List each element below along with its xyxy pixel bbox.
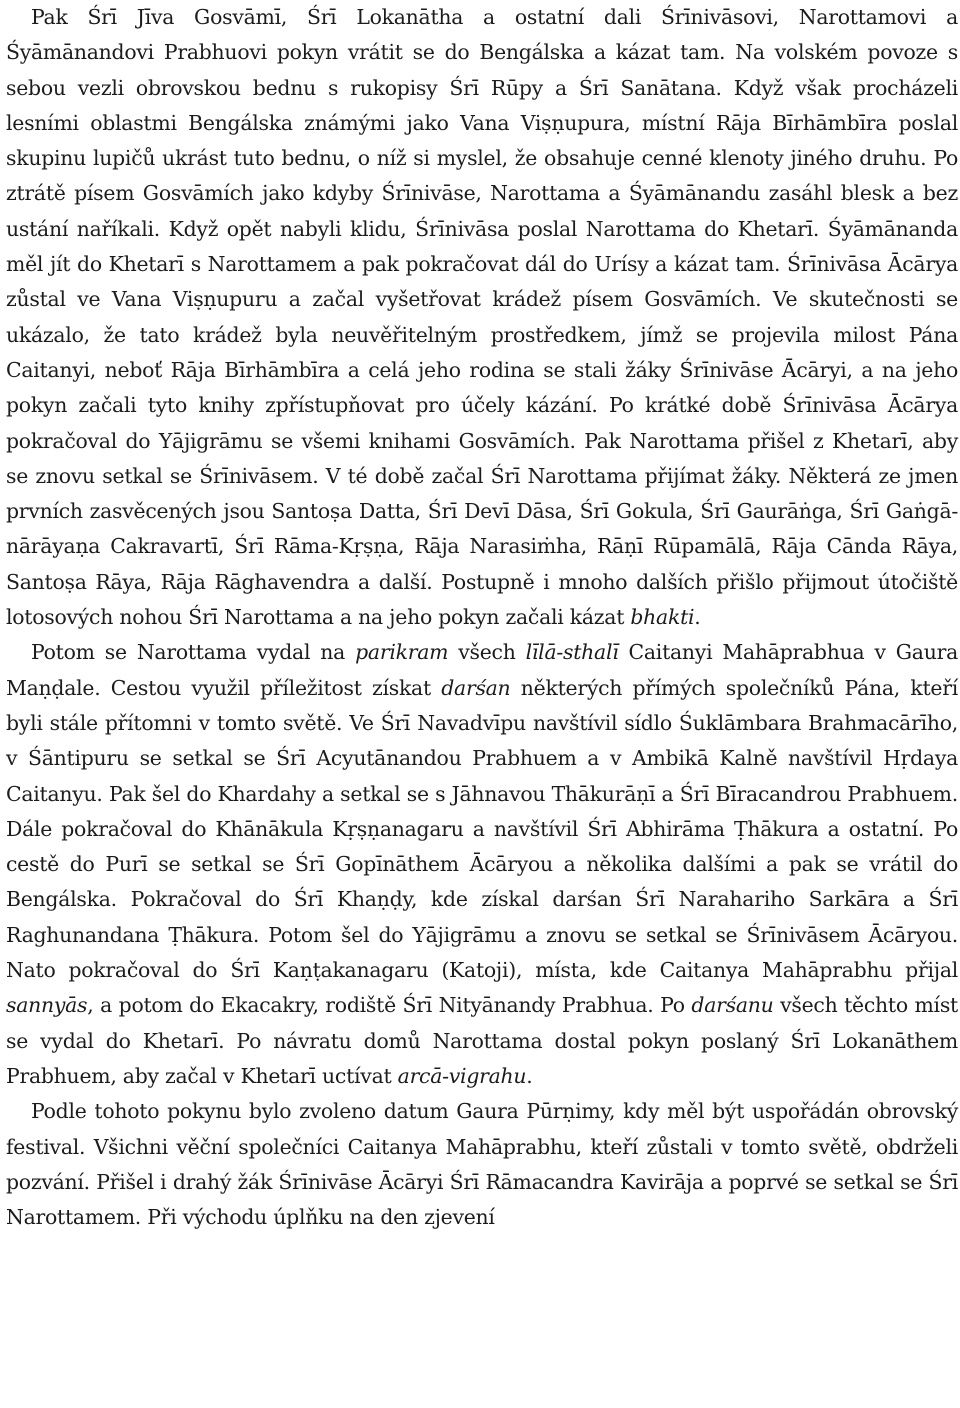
document-page	[6, 0, 958, 1235]
text-span: .	[694, 605, 701, 630]
text-span: , a potom do Ekacakry, rodiště Śrī Nityānandy Prabhua. Po	[87, 993, 692, 1018]
paragraph-1	[6, 0, 958, 635]
paragraph-2	[6, 635, 958, 1094]
italic-term: arcā-vigrahu	[397, 1063, 527, 1088]
text-span: Caitanyi Mahāprabhua v Gaura Maṇḍale. Cestou využil příležitost získat	[6, 640, 958, 700]
italic-term: līlā-sthalī	[525, 640, 619, 665]
text-span: .	[526, 1063, 533, 1088]
text-span: všech těchto míst se vydal do Khetarī. Po návratu domů Narottama dostal pokyn poslaný Śrī Lokanāthem Prabhuem, aby začal v Khetarī uctívat	[6, 993, 958, 1088]
italic-term: darśanu	[691, 993, 774, 1018]
text-span: všech	[448, 640, 526, 665]
text-span: Podle tohoto pokynu bylo zvoleno datum Gaura Pūrṇimy, kdy měl být uspořádán obrovský festival. Všichni věční společníci Caitanya Mahāprabhu, kteří zůstali v tomto světě, obdrželi pozvání. Přišel i drahý žák Śrīnivāse Ācāryi Śrī Rāmacandra Kavirāja a poprvé se setkal se Śrī Narottamem. Při východu úplňku na den zjevení	[6, 1099, 958, 1230]
italic-term: darśan	[441, 675, 511, 700]
text-span: některých přímých společníků Pána, kteří byli stále přítomni v tomto světě. Ve Śrī Navadvīpu navštívil sídlo Śuklāmbara Brahmacārīho, v Śāntipuru se setkal se Śrī Acyutānandou Prabhuem a v Ambikā Kalně navštívil Hṛdaya Caitanyu. Pak šel do Khardahy a setkal se s Jāhnavou Thākurāṇī a Śrī Bīracandrou Prabhuem. Dále pokračoval do Khānākula Kṛṣṇanagaru a navštívil Śrī Abhirāma Ṭhākura a ostatní. Po cestě do Purī se setkal se Śrī Gopīnāthem Ācāryou a několika dalšími a pak se vrátil do Bengálska. Pokračoval do Śrī Khaṇḍy, kde získal darśan Śrī Narahariho Sarkāra a Śrī Raghunandana Ṭhākura. Potom šel do Yājigrāmu a znovu se setkal se Śrīnivāsem Ācāryou. Nato pokračoval do Śrī Kaṇṭakanagaru (Katoji), místa, kde Caitanya Mahāprabhu přijal	[6, 675, 958, 983]
italic-term: bhakti	[630, 605, 695, 630]
text-span: Pak Śrī Jīva Gosvāmī, Śrī Lokanātha a ostatní dali Śrīnivāsovi, Narottamovi a Śyāmānandovi Prabhuovi pokyn vrátit se do Bengálska a kázat tam. Na volském povoze s sebou vezli obrovskou bednu s rukopisy Śrī Rūpy a Śrī Sanātana. Když však procházeli lesními oblastmi Bengálska známými jako Vana Viṣṇupura, místní Rāja Bīrhāmbīra poslal skupinu lupičů ukrást tuto bednu, o níž si myslel, že obsahuje cenné klenoty jiného druhu. Po ztrátě písem Gosvāmích jako kdyby Śrīnivāse, Narottama a Śyāmānandu zasáhl blesk a bez ustání naříkali. Když opět nabyli klidu, Śrīnivāsa poslal Narottama do Khetarī. Śyāmānanda měl jít do Khetarī s Narottamem a pak pokračovat dál do Urísy a kázat tam. Śrīnivāsa Ācārya zůstal ve Vana Viṣṇupuru a začal vyšetřovat krádež písem Gosvāmích. Ve skutečnosti se ukázalo, že tato krádež byla neuvěřitelným prostředkem, jímž se projevila milost Pána Caitanyi, neboť Rāja Bīrhāmbīra a celá jeho rodina se stali žáky Śrīnivāse Ācāryi, a na jeho pokyn začali tyto knihy zpřístupňovat pro účely kázání. Po krátké době Śrīnivāsa Ācārya pokračoval do Yājigrāmu se všemi knihami Gosvāmích. Pak Narottama přišel z Khetarī, aby se znovu setkal se Śrīnivāsem. V té době začal Śrī Narottama přijímat žáky. Některá ze jmen prvních zasvěcených jsou Santoṣa Datta, Śrī Devī Dāsa, Śrī Gokula, Śrī Gaurāṅga, Śrī Gaṅgā-nārāyaṇa Cakravartī, Śrī Rāma-Kṛṣṇa, Rāja Narasiṁha, Rāṇī Rūpamālā, Rāja Cānda Rāya, Santoṣa Rāya, Rāja Rāghavendra a další. Postupně i mnoho dalších přišlo přijmout útočiště lotosových nohou Śrī Narottama a na jeho pokyn začali kázat	[6, 5, 958, 630]
text-span: Potom se Narottama vydal na	[31, 640, 356, 665]
italic-term: parikram	[355, 640, 449, 665]
italic-term: sannyās	[6, 993, 88, 1018]
paragraph-3	[6, 1094, 958, 1235]
